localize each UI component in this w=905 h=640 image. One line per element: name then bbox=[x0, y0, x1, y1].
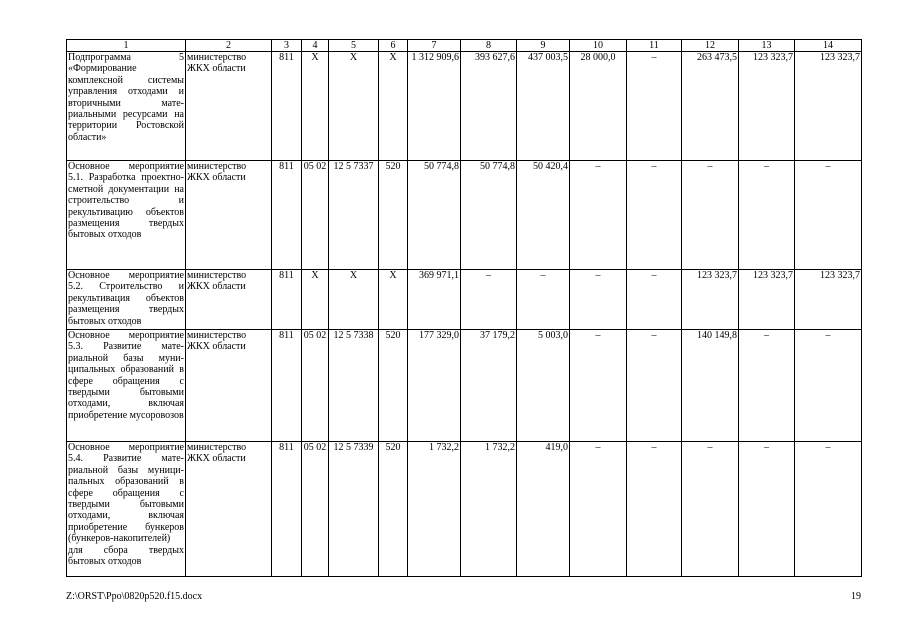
column-header: 1 bbox=[67, 40, 186, 52]
cell-grbs: 811 bbox=[272, 52, 302, 161]
cell-year-5: – bbox=[682, 161, 739, 270]
cell-grbs: 811 bbox=[272, 442, 302, 577]
footer-file-path: Z:\ORST\Ppo\0820p520.f15.docx bbox=[66, 591, 203, 602]
cell-csr: Х bbox=[329, 270, 379, 330]
cell-year-3: – bbox=[570, 161, 627, 270]
cell-total: 1 312 909,6 bbox=[408, 52, 461, 161]
cell-year-6: – bbox=[739, 330, 795, 442]
cell-year-7: – bbox=[795, 442, 862, 577]
column-header: 4 bbox=[302, 40, 329, 52]
cell-year-5: 140 149,8 bbox=[682, 330, 739, 442]
cell-year-5: 123 323,7 bbox=[682, 270, 739, 330]
cell-rzpr: 05 02 bbox=[302, 161, 329, 270]
column-header: 6 bbox=[379, 40, 408, 52]
cell-total: 369 971,1 bbox=[408, 270, 461, 330]
cell-rzpr: 05 02 bbox=[302, 442, 329, 577]
cell-year-3: – bbox=[570, 270, 627, 330]
cell-year-4: – bbox=[627, 442, 682, 577]
table-row bbox=[67, 442, 862, 577]
column-header: 14 bbox=[795, 40, 862, 52]
row-executor: министерство ЖКХ области bbox=[186, 52, 272, 161]
cell-vr: Х bbox=[379, 52, 408, 161]
table-row bbox=[67, 270, 862, 330]
cell-vr: Х bbox=[379, 270, 408, 330]
cell-csr: 12 5 7338 bbox=[329, 330, 379, 442]
cell-year-7: – bbox=[795, 161, 862, 270]
column-header: 11 bbox=[627, 40, 682, 52]
row-name: Основное мероприятие 5.2. Строительство и рекультивация объектов размещения твердых бытовых отходов bbox=[67, 270, 186, 330]
column-header: 2 bbox=[186, 40, 272, 52]
cell-year-7: 123 323,7 bbox=[795, 52, 862, 161]
cell-year-1: 37 179,2 bbox=[461, 330, 517, 442]
header-row bbox=[67, 40, 862, 52]
cell-year-2: 419,0 bbox=[517, 442, 570, 577]
footer-page-number: 19 bbox=[851, 591, 861, 602]
cell-vr: 520 bbox=[379, 161, 408, 270]
cell-year-1: – bbox=[461, 270, 517, 330]
cell-vr: 520 bbox=[379, 442, 408, 577]
table-row bbox=[67, 161, 862, 270]
row-name: Основное мероприятие 5.4. Развитие материальной базы муниципальных образований в сфере обращения с твердыми бытовыми отходами, включая приобретение бункеров (бункеров-накопителей) для сбора твердых бытовых отходов bbox=[67, 442, 186, 577]
cell-csr: 12 5 7337 bbox=[329, 161, 379, 270]
row-executor: министерство ЖКХ области bbox=[186, 161, 272, 270]
cell-csr: Х bbox=[329, 52, 379, 161]
column-header: 9 bbox=[517, 40, 570, 52]
column-header: 5 bbox=[329, 40, 379, 52]
cell-year-1: 50 774,8 bbox=[461, 161, 517, 270]
cell-year-4: – bbox=[627, 52, 682, 161]
budget-table bbox=[66, 39, 862, 577]
cell-year-1: 393 627,6 bbox=[461, 52, 517, 161]
cell-total: 177 329,0 bbox=[408, 330, 461, 442]
cell-total: 50 774,8 bbox=[408, 161, 461, 270]
table-row bbox=[67, 52, 862, 161]
cell-year-6: 123 323,7 bbox=[739, 270, 795, 330]
cell-year-3: – bbox=[570, 442, 627, 577]
cell-csr: 12 5 7339 bbox=[329, 442, 379, 577]
cell-rzpr: Х bbox=[302, 270, 329, 330]
cell-total: 1 732,2 bbox=[408, 442, 461, 577]
cell-grbs: 811 bbox=[272, 161, 302, 270]
cell-year-1: 1 732,2 bbox=[461, 442, 517, 577]
cell-year-2: 50 420,4 bbox=[517, 161, 570, 270]
cell-year-3: 28 000,0 bbox=[570, 52, 627, 161]
cell-grbs: 811 bbox=[272, 270, 302, 330]
cell-vr: 520 bbox=[379, 330, 408, 442]
table-row bbox=[67, 330, 862, 442]
cell-year-5: 263 473,5 bbox=[682, 52, 739, 161]
cell-year-6: – bbox=[739, 442, 795, 577]
cell-year-4: – bbox=[627, 330, 682, 442]
row-executor: министерство ЖКХ области bbox=[186, 442, 272, 577]
column-header: 13 bbox=[739, 40, 795, 52]
cell-year-3: – bbox=[570, 330, 627, 442]
cell-year-7: – bbox=[795, 330, 862, 442]
cell-year-4: – bbox=[627, 270, 682, 330]
cell-rzpr: Х bbox=[302, 52, 329, 161]
cell-year-2: 5 003,0 bbox=[517, 330, 570, 442]
row-name: Основное мероприятие 5.1. Разработка проектно-сметной документации на строительство и рекультивацию объектов размещения твердых бытовых отходов bbox=[67, 161, 186, 270]
row-name: Основное мероприятие 5.3. Развитие материальной базы муниципальных образований в сфере обращения с твердыми бытовыми отходами, включая приобретение мусоровозов bbox=[67, 330, 186, 442]
cell-year-2: 437 003,5 bbox=[517, 52, 570, 161]
row-executor: министерство ЖКХ области bbox=[186, 330, 272, 442]
cell-year-5: – bbox=[682, 442, 739, 577]
cell-year-6: – bbox=[739, 161, 795, 270]
column-header: 8 bbox=[461, 40, 517, 52]
row-name: Подпрограмма 5 «Формирование комплексной системы управления отходами и вторичными материальными ресурсами на территории Ростовской области» bbox=[67, 52, 186, 161]
cell-rzpr: 05 02 bbox=[302, 330, 329, 442]
cell-grbs: 811 bbox=[272, 330, 302, 442]
column-header: 12 bbox=[682, 40, 739, 52]
cell-year-2: – bbox=[517, 270, 570, 330]
cell-year-6: 123 323,7 bbox=[739, 52, 795, 161]
column-header: 10 bbox=[570, 40, 627, 52]
column-header: 7 bbox=[408, 40, 461, 52]
cell-year-7: 123 323,7 bbox=[795, 270, 862, 330]
cell-year-4: – bbox=[627, 161, 682, 270]
column-header: 3 bbox=[272, 40, 302, 52]
row-executor: министерство ЖКХ области bbox=[186, 270, 272, 330]
